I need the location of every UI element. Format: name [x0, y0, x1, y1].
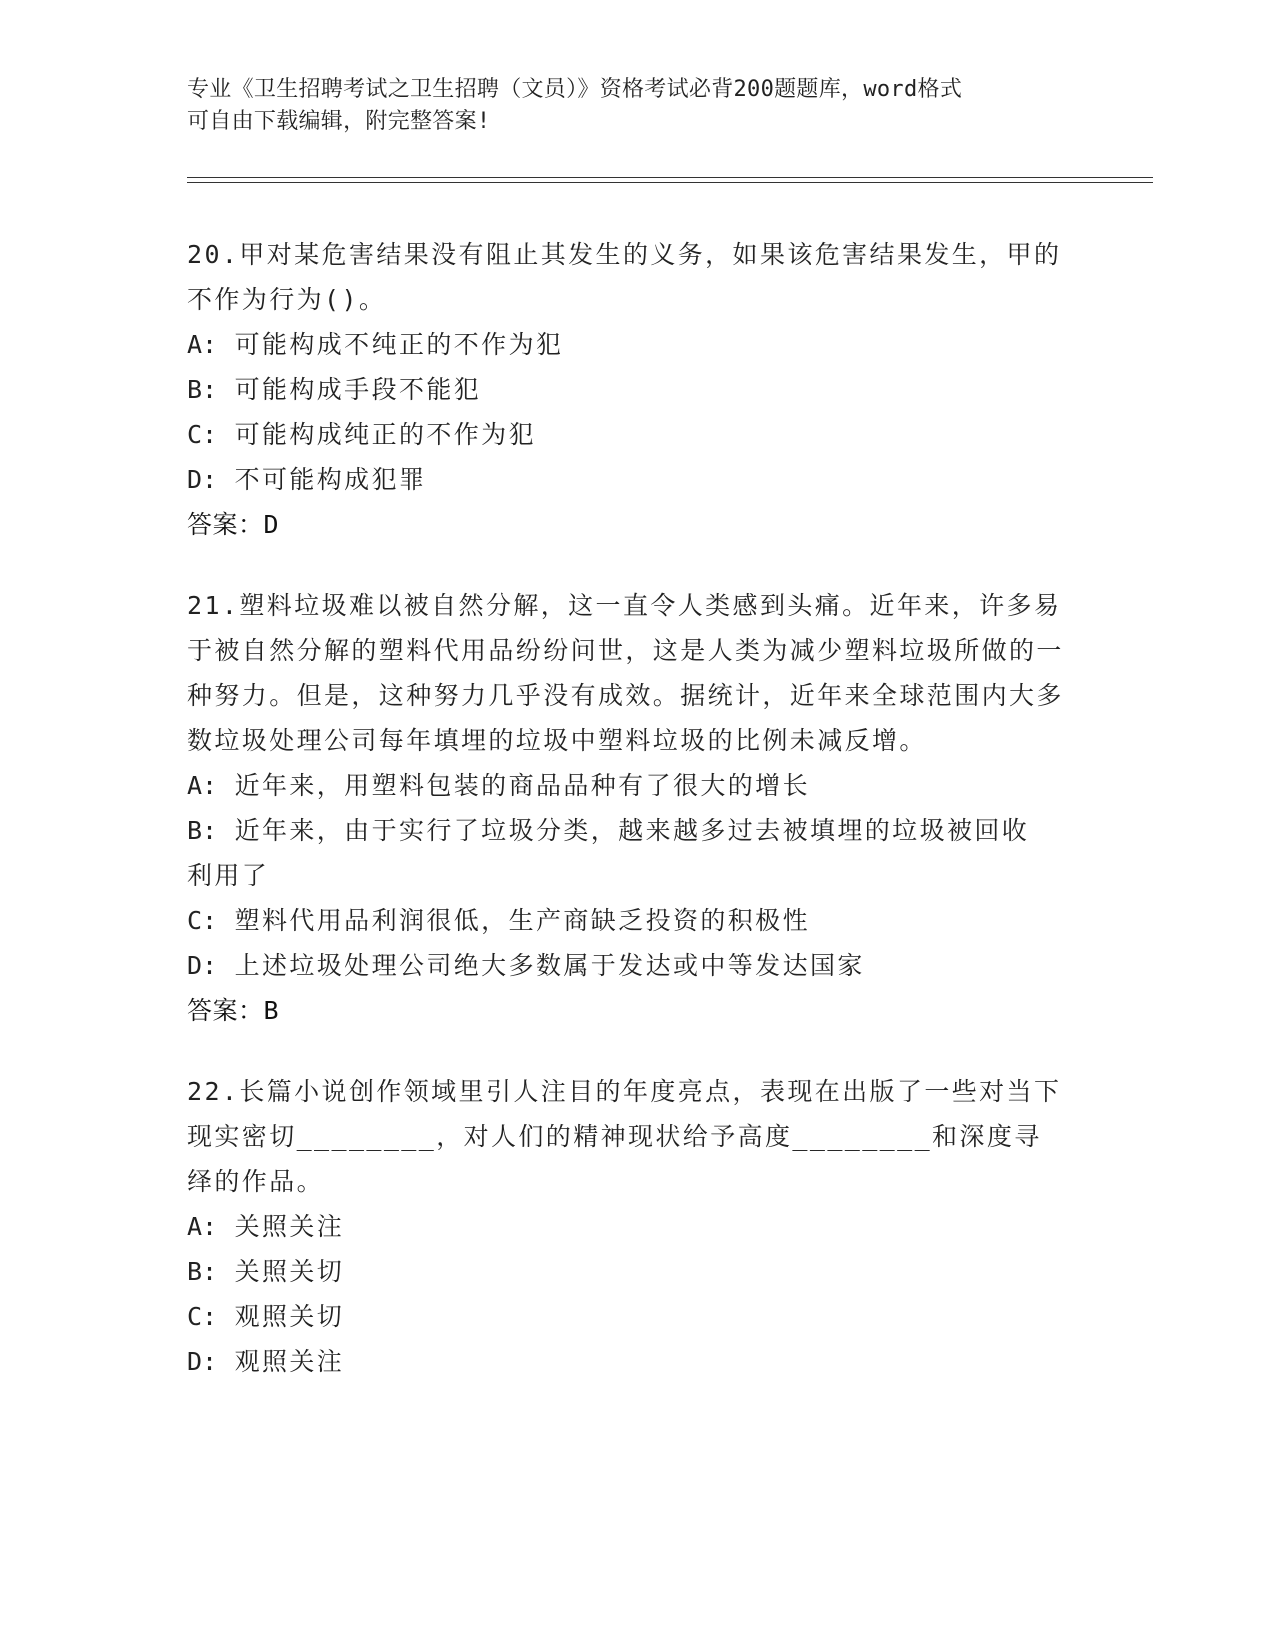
option-a [187, 322, 1067, 367]
question-text: 22.长篇小说创作领域里引人注目的年度亮点，表现在出版了一些对当下现实密切________，对人们的精神现状给予高度________和深度寻绎的作品。 [187, 1077, 1062, 1196]
question-text: 21.塑料垃圾难以被自然分解，这一直令人类感到头痛。近年来，许多易于被自然分解的塑料代用品纷纷问世，这是人类为减少塑料垃圾所做的一种努力。但是，这种努力几乎没有成效。据统计，近年来全球范围内大多数垃圾处理公司每年填埋的垃圾中塑料垃圾的比例未减反增。 [187, 591, 1064, 755]
option-d [187, 943, 1067, 988]
question-list [187, 232, 1067, 1420]
answer-label: 答案：B [187, 996, 280, 1025]
option-key: A: [187, 771, 218, 800]
option-key: C: [187, 1302, 218, 1331]
option-b [187, 1249, 1067, 1294]
question-text: 20.甲对某危害结果没有阻止其发生的义务，如果该危害结果发生，甲的不作为行为()。 [187, 240, 1062, 314]
document-header [187, 74, 1067, 138]
option-c [187, 1294, 1067, 1339]
option-key: D: [187, 465, 218, 494]
option-d [187, 457, 1067, 502]
question-20 [187, 232, 1067, 547]
question-22 [187, 1069, 1067, 1384]
header-line-2: 可自由下载编辑，附完整答案! [187, 109, 491, 134]
option-text: 关照关注 [234, 1212, 345, 1241]
option-key: D: [187, 1347, 218, 1376]
option-text: 关照关切 [234, 1257, 345, 1286]
question-21 [187, 583, 1067, 1033]
option-text: 可能构成纯正的不作为犯 [234, 420, 536, 449]
option-key: B: [187, 375, 218, 404]
option-b [187, 808, 1067, 853]
option-key: A: [187, 1212, 218, 1241]
option-c [187, 412, 1067, 457]
header-line-1: 专业《卫生招聘考试之卫生招聘（文员）》资格考试必背200题题库，word格式 [187, 77, 963, 102]
option-text: 观照关注 [234, 1347, 345, 1376]
option-text: 近年来，用塑料包装的商品品种有了很大的增长 [234, 771, 810, 800]
option-text: 上述垃圾处理公司绝大多数属于发达或中等发达国家 [234, 951, 865, 980]
option-text: 不可能构成犯罪 [234, 465, 427, 494]
option-a [187, 1204, 1067, 1249]
option-b-continuation: 利用了 [187, 861, 270, 890]
option-a [187, 763, 1067, 808]
option-key: D: [187, 951, 218, 980]
option-text: 可能构成手段不能犯 [234, 375, 482, 404]
option-c [187, 898, 1067, 943]
option-key: B: [187, 1257, 218, 1286]
option-text: 可能构成不纯正的不作为犯 [234, 330, 564, 359]
option-key: A: [187, 330, 218, 359]
option-key: C: [187, 906, 218, 935]
option-b [187, 367, 1067, 412]
option-text: 塑料代用品利润很低，生产商缺乏投资的积极性 [234, 906, 810, 935]
header-divider-top [187, 177, 1153, 178]
header-divider-bottom [187, 182, 1153, 183]
option-key: C: [187, 420, 218, 449]
option-d [187, 1339, 1067, 1384]
option-text: 近年来，由于实行了垃圾分类，越来越多过去被填埋的垃圾被回收 [234, 816, 1030, 845]
option-text: 观照关切 [234, 1302, 345, 1331]
answer-label: 答案：D [187, 510, 280, 539]
option-key: B: [187, 816, 218, 845]
